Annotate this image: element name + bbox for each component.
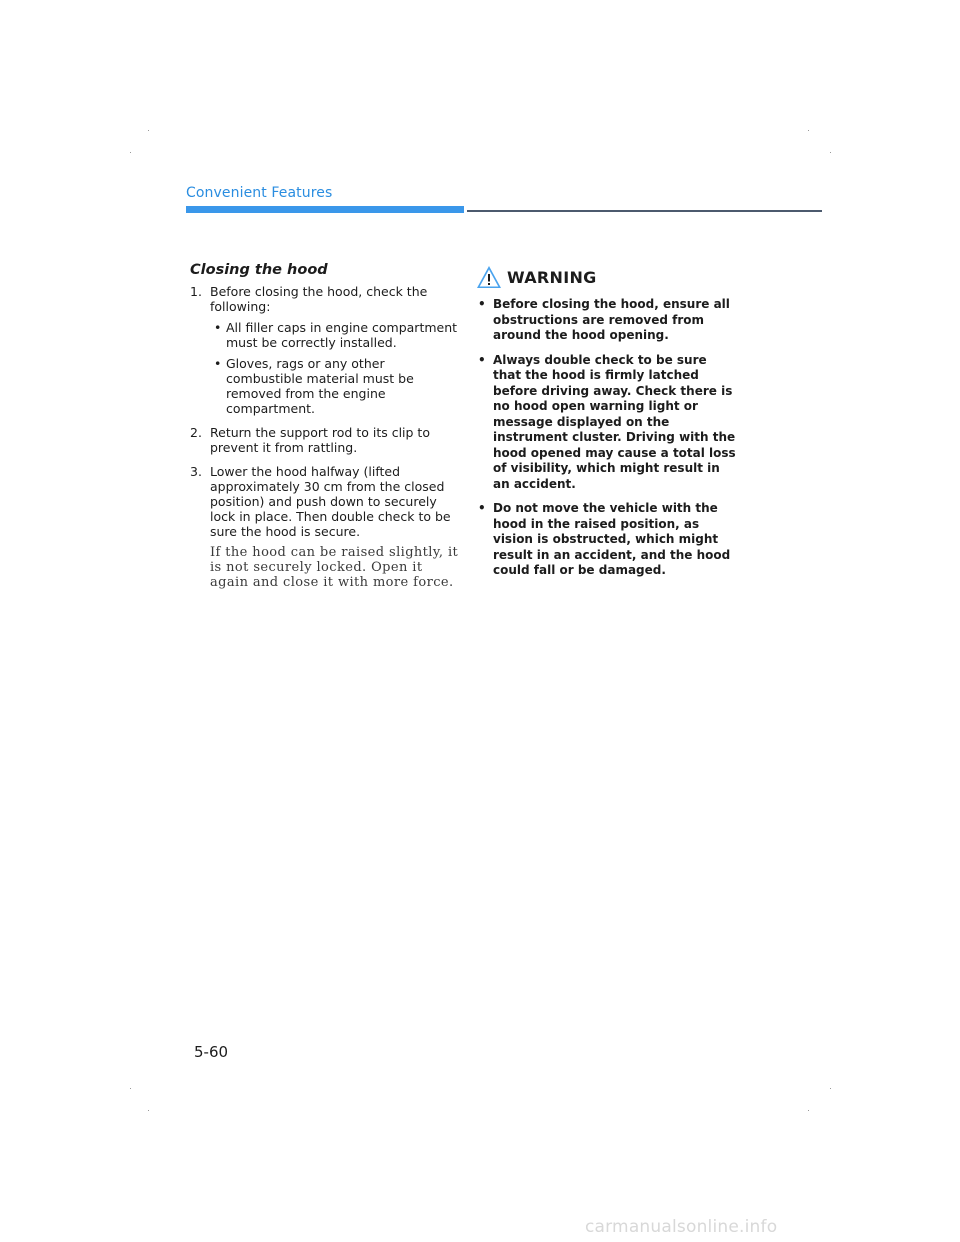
section-title: Convenient Features (186, 185, 333, 201)
header-accent-bar (186, 206, 464, 213)
warning-title: WARNING (507, 267, 597, 287)
bullet: • (214, 320, 222, 335)
warning-triangle-icon (476, 264, 502, 290)
warning-item-text: Always double check to be sure that the hood is firmly latched before driving away. Check there is no hood open warning light or message displayed on the instrument cluster. Driving with the hood opened may cause a total loss of visibility, which might result in an accident. (493, 352, 736, 491)
step-text: Before closing the hood, check the following: (210, 284, 428, 314)
crop-mark (148, 1110, 149, 1111)
header-rule (467, 210, 822, 212)
bullet: • (478, 297, 486, 311)
step-text: Lower the hood halfway (lifted approximately 30 cm from the closed position) and push down to securely lock in place. Then double check to be sure the hood is secure. (210, 464, 451, 539)
page-number: 5-60 (194, 1043, 229, 1061)
step-item (190, 425, 460, 455)
left-column (190, 262, 460, 590)
crop-mark (130, 1088, 131, 1089)
step-number: 2. (190, 425, 202, 440)
section-heading: Closing the hood (190, 262, 328, 278)
step-text: Return the support rod to its clip to prevent it from rattling. (210, 425, 430, 455)
warning-box (476, 264, 736, 588)
crop-mark (808, 1110, 809, 1111)
bullet: • (478, 501, 486, 515)
warning-item (476, 353, 736, 493)
crop-mark (830, 1088, 831, 1089)
step-number: 3. (190, 464, 202, 479)
crop-mark (830, 152, 831, 153)
warning-item-text: Before closing the hood, ensure all obstructions are removed from around the hood opening. (493, 297, 730, 342)
crop-mark (808, 130, 809, 131)
warning-header (476, 264, 736, 290)
bullet: • (214, 356, 222, 371)
note-text: If the hood can be raised slightly, it is not securely locked. Open it again and close it with more force. (210, 545, 459, 590)
step-item (190, 464, 460, 539)
sub-item-text: Gloves, rags or any other combustible material must be removed from the engine compartment. (226, 356, 414, 416)
crop-mark (148, 130, 149, 131)
sub-item-text: All filler caps in engine compartment must be correctly installed. (226, 320, 458, 350)
sub-item (214, 320, 460, 350)
sub-item (214, 356, 460, 416)
warning-item (476, 501, 736, 579)
warning-item (476, 297, 736, 344)
crop-mark (130, 152, 131, 153)
warning-item-text: Do not move the vehicle with the hood in the raised position, as vision is obstructed, which might result in an accident, and the hood could fall or be damaged. (493, 501, 731, 577)
step-item (190, 284, 460, 416)
watermark: carmanualsonline.info (585, 1217, 778, 1237)
bullet: • (478, 352, 486, 367)
step-number: 1. (190, 284, 202, 299)
